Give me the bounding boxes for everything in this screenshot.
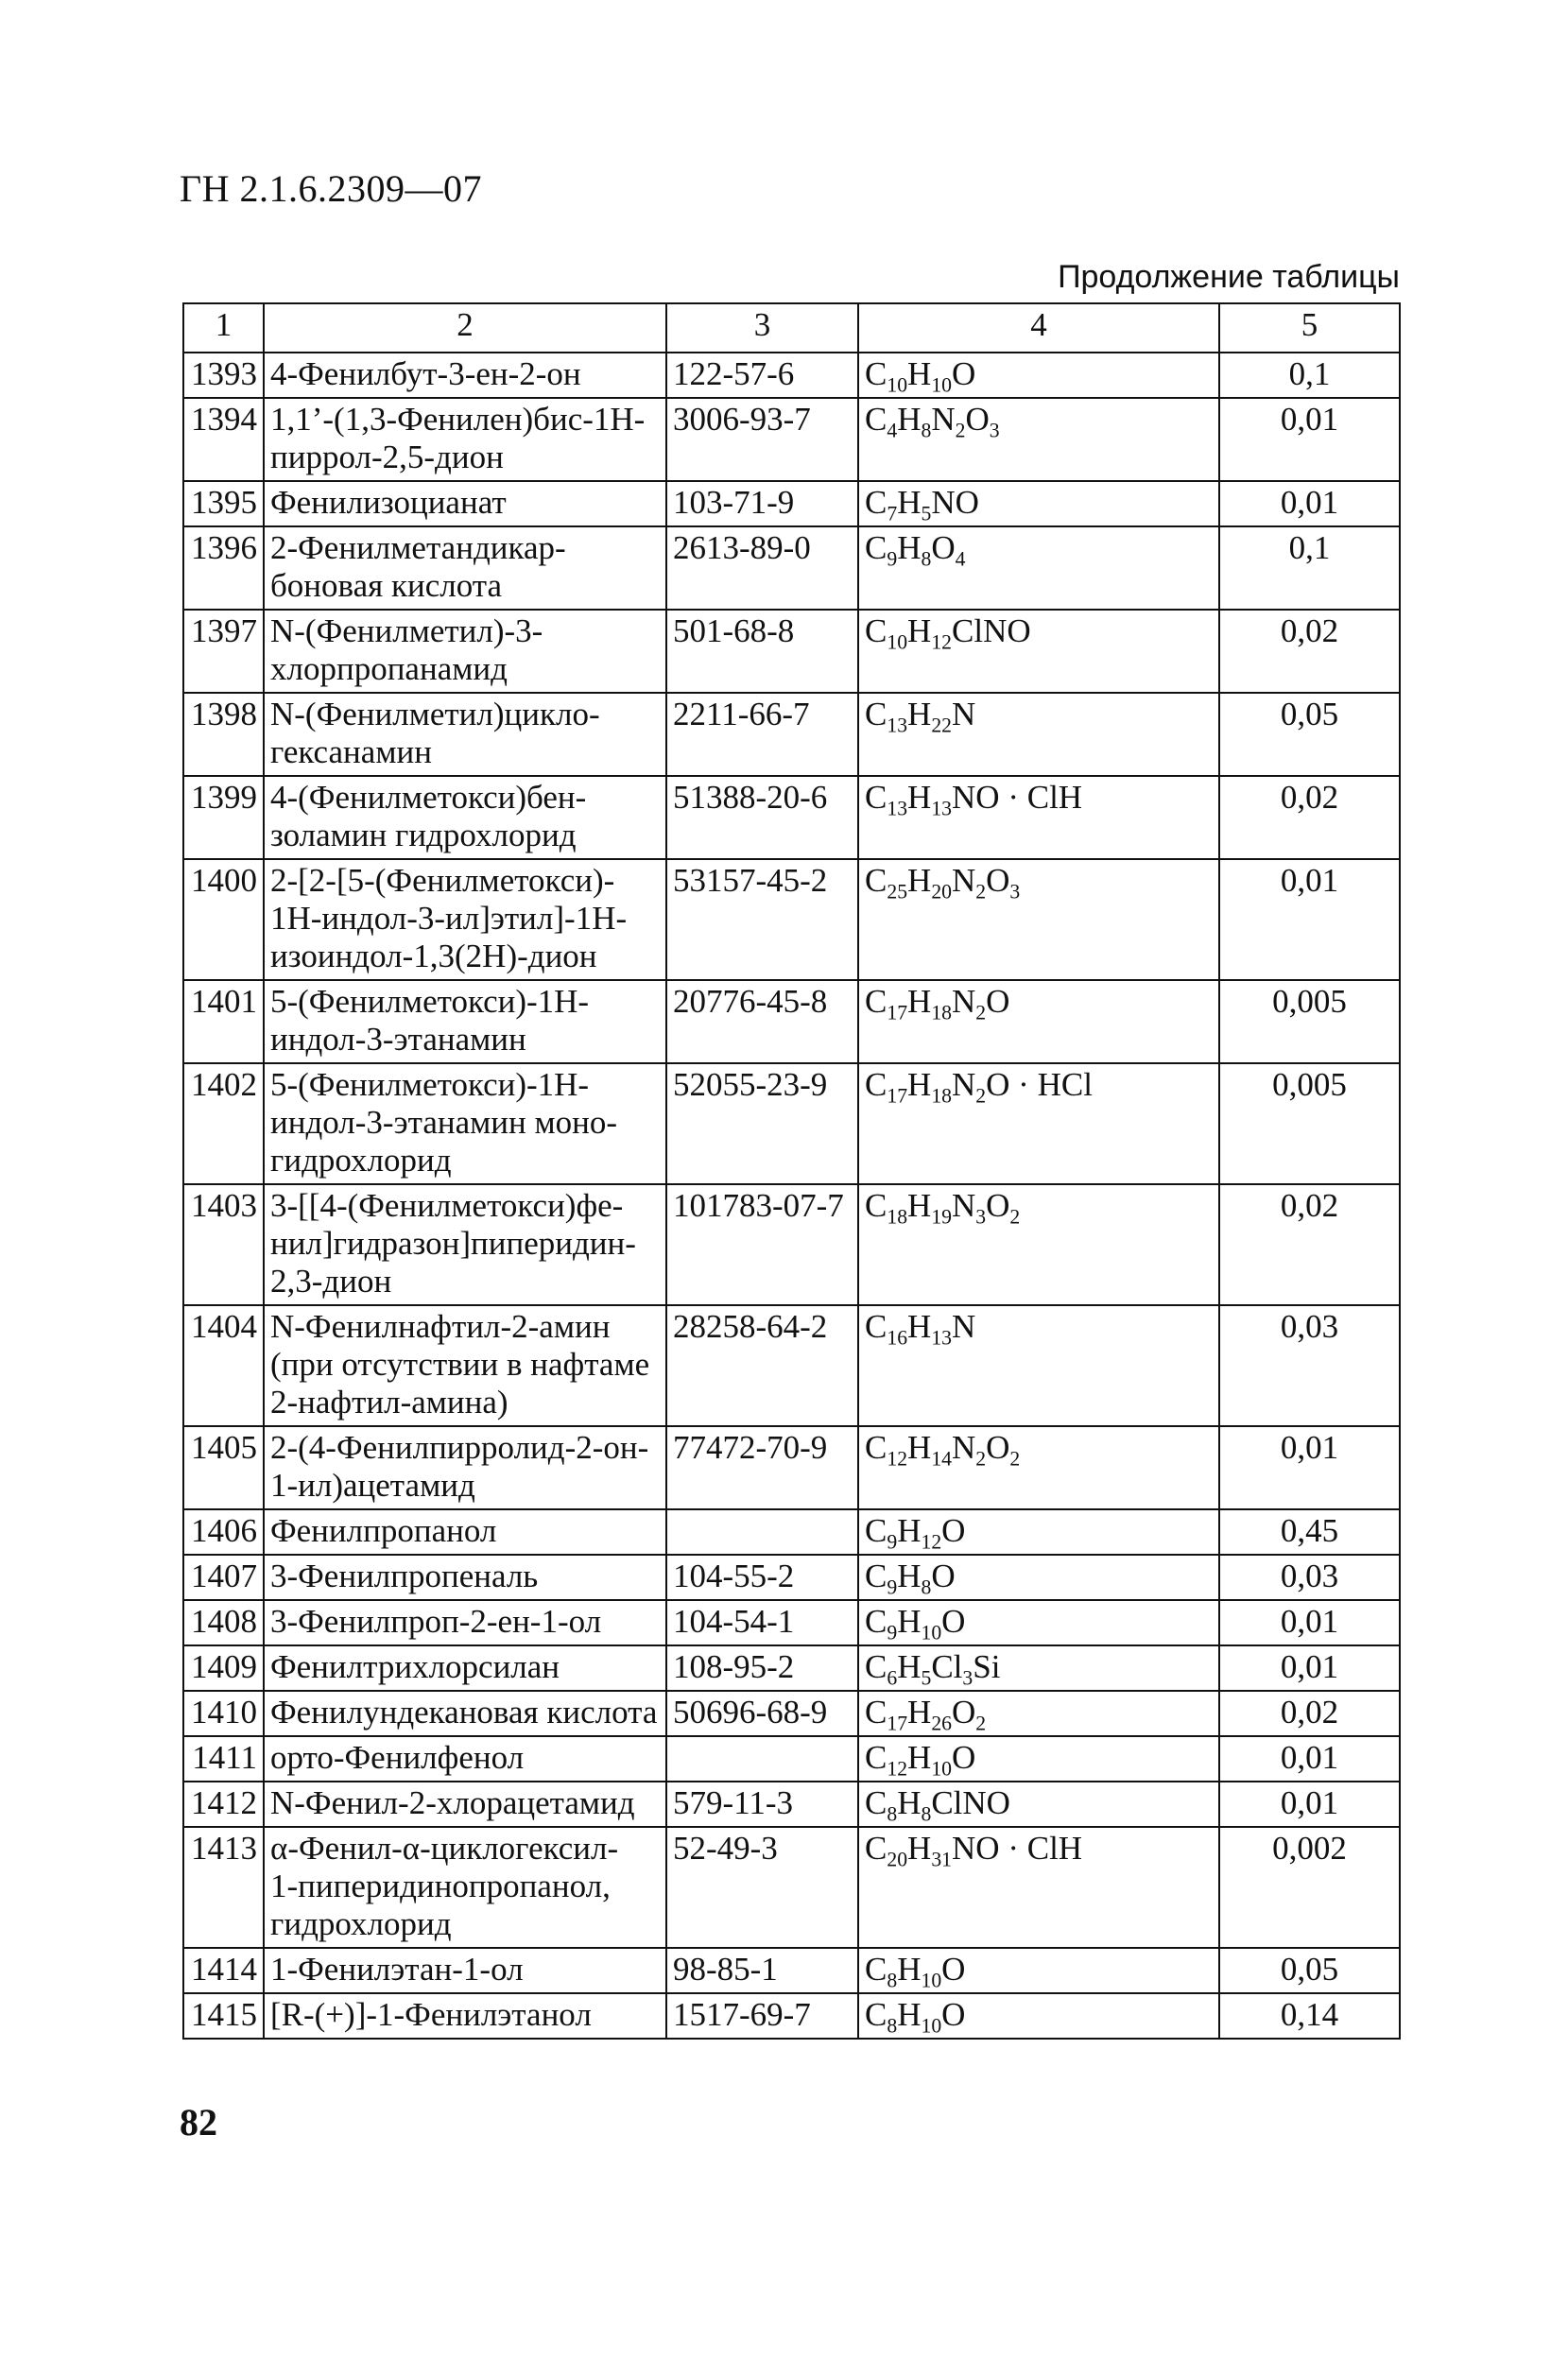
cell-concentration: 0,01 [1219, 1645, 1400, 1691]
table-row [183, 398, 1400, 481]
cell-substance-name: 2-Фенилметандикар- боновая кислота [264, 526, 666, 610]
table-row [183, 980, 1400, 1063]
cell-formula: $C_{17}H_{18}N_2O$ · HCl [858, 1063, 1219, 1184]
cell-substance-name: N-Фенилнафтил-2-амин (при отсутствии в нафтаме 2-нафтил-амина) [264, 1305, 666, 1426]
cell-cas-number: 3006-93-7 [666, 398, 858, 481]
cell-cas-number: 1517-69-7 [666, 1993, 858, 2039]
cell-number: 1402 [183, 1063, 264, 1184]
cell-cas-number: 77472-70-9 [666, 1426, 858, 1509]
table-row [183, 1184, 1400, 1305]
cell-formula: $C_{13}H_{13}NO$ · ClH [858, 776, 1219, 859]
table-row [183, 693, 1400, 776]
cell-concentration: 0,01 [1219, 1782, 1400, 1827]
cell-substance-name: α-Фенил-α-циклогексил- 1-пиперидинопропанол, гидрохлорид [264, 1827, 666, 1948]
cell-number: 1401 [183, 980, 264, 1063]
cell-number: 1405 [183, 1426, 264, 1509]
table-row [183, 1948, 1400, 1993]
cell-concentration: 0,01 [1219, 859, 1400, 980]
cell-concentration: 0,01 [1219, 1426, 1400, 1509]
cell-number: 1407 [183, 1555, 264, 1600]
cell-substance-name: Фенилизоцианат [264, 481, 666, 526]
cell-cas-number [666, 1509, 858, 1555]
cell-number: 1403 [183, 1184, 264, 1305]
table-row [183, 1782, 1400, 1827]
cell-formula: $C_4H_8N_2O_3$ [858, 398, 1219, 481]
cell-cas-number: 98-85-1 [666, 1948, 858, 1993]
cell-formula: $C_{10}H_{12}ClNO$ [858, 610, 1219, 693]
table-row [183, 776, 1400, 859]
table-continuation-label: Продолжение таблицы [1058, 259, 1400, 295]
cell-substance-name: 5-(Фенилметокси)-1Н- индол-3-этанамин [264, 980, 666, 1063]
table-row [183, 1993, 1400, 2039]
cell-cas-number: 501-68-8 [666, 610, 858, 693]
table-row [183, 859, 1400, 980]
cell-cas-number: 122-57-6 [666, 353, 858, 398]
cell-concentration: 0,02 [1219, 1184, 1400, 1305]
table-row [183, 610, 1400, 693]
table-row [183, 1426, 1400, 1509]
table-row [183, 1827, 1400, 1948]
cell-cas-number: 104-55-2 [666, 1555, 858, 1600]
cell-concentration: 0,01 [1219, 1600, 1400, 1645]
cell-concentration: 0,005 [1219, 980, 1400, 1063]
cell-cas-number: 51388-20-6 [666, 776, 858, 859]
table-row [183, 1600, 1400, 1645]
cell-substance-name: Фенилундекановая кислота [264, 1691, 666, 1736]
cell-formula: $C_{17}H_{18}N_2O$ [858, 980, 1219, 1063]
cell-substance-name: 3-Фенилпропеналь [264, 1555, 666, 1600]
table-row [183, 353, 1400, 398]
cell-number: 1393 [183, 353, 264, 398]
cell-number: 1394 [183, 398, 264, 481]
cell-formula: $C_9H_{12}O$ [858, 1509, 1219, 1555]
table-row [183, 481, 1400, 526]
cell-substance-name: 2-[2-[5-(Фенилметокси)- 1Н-индол-3-ил]этил]-1Н- изоиндол-1,3(2Н)-дион [264, 859, 666, 980]
cell-number: 1409 [183, 1645, 264, 1691]
table-row [183, 1691, 1400, 1736]
cell-concentration: 0,1 [1219, 353, 1400, 398]
cell-formula: $C_{13}H_{22}N$ [858, 693, 1219, 776]
hygiene-standards-table [182, 302, 1401, 2040]
cell-cas-number: 101783-07-7 [666, 1184, 858, 1305]
column-header: 5 [1219, 303, 1400, 353]
cell-formula: $C_{12}H_{14}N_2O_2$ [858, 1426, 1219, 1509]
cell-number: 1411 [183, 1736, 264, 1782]
cell-concentration: 0,03 [1219, 1305, 1400, 1426]
column-header: 1 [183, 303, 264, 353]
cell-concentration: 0,45 [1219, 1509, 1400, 1555]
cell-number: 1395 [183, 481, 264, 526]
table-row [183, 1555, 1400, 1600]
cell-cas-number: 2211-66-7 [666, 693, 858, 776]
cell-concentration: 0,1 [1219, 526, 1400, 610]
cell-concentration: 0,05 [1219, 693, 1400, 776]
cell-cas-number [666, 1736, 858, 1782]
cell-substance-name: 1,1’-(1,3-Фенилен)бис-1Н- пиррол-2,5-дион [264, 398, 666, 481]
cell-number: 1400 [183, 859, 264, 980]
cell-substance-name: 2-(4-Фенилпирролид-2-он- 1-ил)ацетамид [264, 1426, 666, 1509]
table-body [183, 303, 1400, 2039]
cell-substance-name: 4-(Фенилметокси)бен- золамин гидрохлорид [264, 776, 666, 859]
cell-cas-number: 104-54-1 [666, 1600, 858, 1645]
column-header: 4 [858, 303, 1219, 353]
cell-cas-number: 28258-64-2 [666, 1305, 858, 1426]
table-row [183, 1509, 1400, 1555]
cell-cas-number: 50696-68-9 [666, 1691, 858, 1736]
document-code: ГН 2.1.6.2309—07 [180, 167, 483, 210]
cell-number: 1396 [183, 526, 264, 610]
cell-cas-number: 20776-45-8 [666, 980, 858, 1063]
table-header-row [183, 303, 1400, 353]
cell-substance-name: Фенилпропанол [264, 1509, 666, 1555]
cell-concentration: 0,02 [1219, 776, 1400, 859]
cell-formula: $C_8H_{10}O$ [858, 1993, 1219, 2039]
column-header: 3 [666, 303, 858, 353]
cell-formula: $C_6H_5Cl_3Si$ [858, 1645, 1219, 1691]
cell-substance-name: [R-(+)]-1-Фенилэтанол [264, 1993, 666, 2039]
cell-substance-name: 4-Фенилбут-3-ен-2-он [264, 353, 666, 398]
cell-number: 1415 [183, 1993, 264, 2039]
cell-cas-number: 2613-89-0 [666, 526, 858, 610]
cell-substance-name: N-(Фенилметил)-3- хлорпропанамид [264, 610, 666, 693]
cell-number: 1399 [183, 776, 264, 859]
cell-concentration: 0,02 [1219, 610, 1400, 693]
column-header: 2 [264, 303, 666, 353]
cell-formula: $C_9H_{10}O$ [858, 1600, 1219, 1645]
cell-concentration: 0,01 [1219, 1736, 1400, 1782]
cell-cas-number: 579-11-3 [666, 1782, 858, 1827]
cell-formula: $C_7H_5NO$ [858, 481, 1219, 526]
cell-concentration: 0,005 [1219, 1063, 1400, 1184]
cell-concentration: 0,02 [1219, 1691, 1400, 1736]
cell-substance-name: 3-Фенилпроп-2-ен-1-ол [264, 1600, 666, 1645]
cell-number: 1412 [183, 1782, 264, 1827]
table-row [183, 1645, 1400, 1691]
cell-cas-number: 52-49-3 [666, 1827, 858, 1948]
cell-number: 1408 [183, 1600, 264, 1645]
cell-formula: $C_{20}H_{31}NO$ · ClH [858, 1827, 1219, 1948]
cell-substance-name: N-(Фенилметил)цикло- гексанамин [264, 693, 666, 776]
cell-formula: $C_{16}H_{13}N$ [858, 1305, 1219, 1426]
cell-concentration: 0,01 [1219, 481, 1400, 526]
cell-cas-number: 52055-23-9 [666, 1063, 858, 1184]
cell-number: 1410 [183, 1691, 264, 1736]
cell-substance-name: 5-(Фенилметокси)-1Н- индол-3-этанамин моно- гидрохлорид [264, 1063, 666, 1184]
cell-number: 1398 [183, 693, 264, 776]
table-row [183, 1305, 1400, 1426]
cell-number: 1397 [183, 610, 264, 693]
cell-number: 1413 [183, 1827, 264, 1948]
cell-cas-number: 53157-45-2 [666, 859, 858, 980]
cell-formula: $C_8H_{10}O$ [858, 1948, 1219, 1993]
cell-cas-number: 108-95-2 [666, 1645, 858, 1691]
cell-formula: $C_{12}H_{10}O$ [858, 1736, 1219, 1782]
cell-substance-name: Фенилтрихлорсилан [264, 1645, 666, 1691]
cell-substance-name: N-Фенил-2-хлорацетамид [264, 1782, 666, 1827]
cell-formula: $C_{25}H_{20}N_2O_3$ [858, 859, 1219, 980]
cell-concentration: 0,14 [1219, 1993, 1400, 2039]
table-row [183, 1063, 1400, 1184]
table-row [183, 1736, 1400, 1782]
cell-concentration: 0,002 [1219, 1827, 1400, 1948]
cell-number: 1404 [183, 1305, 264, 1426]
cell-formula: $C_8H_8ClNO$ [858, 1782, 1219, 1827]
cell-number: 1406 [183, 1509, 264, 1555]
cell-concentration: 0,03 [1219, 1555, 1400, 1600]
cell-formula: $C_9H_8O$ [858, 1555, 1219, 1600]
cell-formula: $C_9H_8O_4$ [858, 526, 1219, 610]
cell-number: 1414 [183, 1948, 264, 1993]
cell-substance-name: 1-Фенилэтан-1-ол [264, 1948, 666, 1993]
page-number: 82 [180, 2101, 217, 2144]
cell-concentration: 0,01 [1219, 398, 1400, 481]
cell-formula: $C_{10}H_{10}O$ [858, 353, 1219, 398]
table-row [183, 526, 1400, 610]
cell-formula: $C_{17}H_{26}O_2$ [858, 1691, 1219, 1736]
cell-formula: $C_{18}H_{19}N_3O_2$ [858, 1184, 1219, 1305]
cell-concentration: 0,05 [1219, 1948, 1400, 1993]
cell-cas-number: 103-71-9 [666, 481, 858, 526]
cell-substance-name: орто-Фенилфенол [264, 1736, 666, 1782]
cell-substance-name: 3-[[4-(Фенилметокси)фе- нил]гидразон]пиперидин- 2,3-дион [264, 1184, 666, 1305]
